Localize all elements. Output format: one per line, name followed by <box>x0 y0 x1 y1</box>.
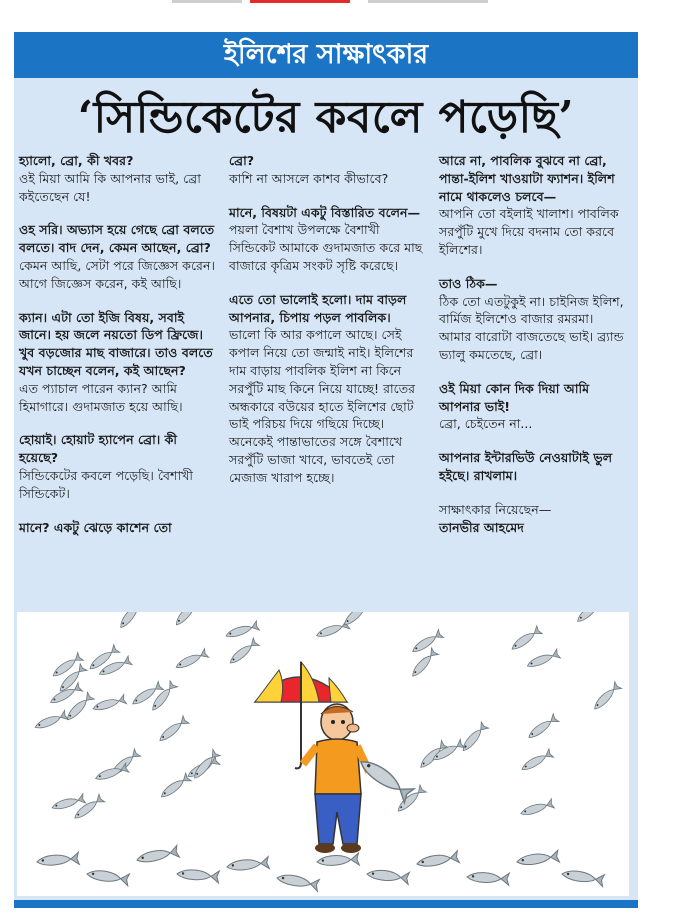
answer-text: সিন্ডিকেটের কবলে পড়েছি। বৈশাখী সিন্ডিকেট। <box>19 467 193 501</box>
falling-fish <box>149 681 177 713</box>
falling-fish <box>227 638 259 667</box>
byline-author: তানভীর আহমেদ <box>439 519 524 535</box>
qa-block <box>439 380 629 433</box>
falling-fish <box>191 749 220 781</box>
top-divider-accent <box>250 0 350 3</box>
falling-fish <box>225 621 260 641</box>
qa-block <box>439 275 629 364</box>
article-headline: ‘সিন্ডিকেটের কবলে পড়েছি’ <box>77 92 575 143</box>
falling-fish <box>575 612 607 625</box>
question-text: মানে, বিষয়টা একটু বিস্তারিত বলেন— <box>229 204 421 220</box>
falling-fish <box>520 749 554 774</box>
qa-block <box>19 221 219 292</box>
qa-block <box>439 449 629 485</box>
falling-fish <box>519 799 554 818</box>
answer-text: কেমন আছি, সেটা পরে জিজ্ঞেস করেন। আগে জিজ্ঞেস করেন, কই আছি। <box>19 257 215 291</box>
qa-block <box>19 152 219 205</box>
cartoon-man <box>303 704 414 853</box>
falling-fish <box>173 612 202 628</box>
answer-text: কাশি না আসলে কাশব কীভাবে? <box>229 170 389 186</box>
falling-fish <box>526 649 561 670</box>
falling-fish <box>526 714 559 742</box>
qa-block <box>19 431 219 502</box>
cartoon-illustration <box>17 612 629 896</box>
falling-fish <box>460 722 489 754</box>
question-text: এতে তো ভালোই হলো। দাম বাড়ল আপনার, চিপায় পড়ল পাবলিক। <box>229 291 407 325</box>
section-banner <box>14 32 638 78</box>
falling-fish <box>410 629 443 655</box>
answer-text: ঠিক তো এতটুকুই না। চাইনিজ ইলিশ, বার্মিজ ইলিশেও বাজার রমরমা। আমার বারোটা বাজতেছে ভাই। ব্র্যান্ড ভ্যালু কমতেছে, ব্রো। <box>439 293 624 362</box>
falling-fish <box>174 649 208 672</box>
falling-fish <box>94 763 129 783</box>
byline-label: সাক্ষাৎকার নিয়েছেন— <box>439 501 552 517</box>
byline-block <box>439 501 629 537</box>
column-2 <box>229 152 429 503</box>
falling-fish <box>159 773 192 801</box>
question-text: আরে না, পাবলিক বুঝবে না ব্রো, পান্তা-ইলিশ খাওয়াটা ফ্যাশন। ইলিশ নামে থাকলেও চলবে— <box>439 153 615 204</box>
umbrella-man-with-fish-rain-icon <box>17 612 629 896</box>
answer-text: ব্রো, চেইতেন না... <box>439 416 533 432</box>
question-text: হোয়াই। হোয়াট হ্যাপেন ব্রো। কী হয়েছে? <box>19 432 178 466</box>
answer-text: ওই মিয়া আমি কি আপনার ভাই, ব্রো কইতেছেন যে! <box>19 170 201 204</box>
question-text: ব্রো? <box>229 153 255 168</box>
falling-fish <box>33 710 68 731</box>
bottom-bar <box>14 900 638 908</box>
falling-fish <box>157 716 189 745</box>
falling-fish <box>92 694 127 713</box>
question-text: মানে? একটু ঝেড়ে কাশেন তো <box>19 519 172 535</box>
question-text: ওই মিয়া কোন দিক দিয়া আমি আপনার ভাই! <box>439 380 590 414</box>
question-text: হ্যালো, ব্রো, কী খবর? <box>19 153 134 168</box>
qa-block <box>229 204 429 275</box>
answer-text: ভালো কি আর কপালে আছে। সেই কপাল নিয়ে তো জন্মাই নাই। ইলিশের দাম বাড়ায় পাবলিক ইলিশ না কিনে সরপুঁটি মাছ কিনে নিয়ে যাচ্ছে! রাতের অন্ধকারে বউয়ের হাতে ইলিশের ছোট ভাই পরিচয় দিয়ে গছিয়ে দিচ্ছে। অনেকেই পান্তাভাতের সঙ্গে বৈশাখে সরপুঁটি ভাজা খাবে, ভাবতেই তো মেজাজ খারাপ হচ্ছে। <box>229 327 416 485</box>
top-divider-right <box>368 0 488 3</box>
qa-block <box>229 291 429 487</box>
qa-block <box>19 309 219 416</box>
column-1 <box>19 152 219 552</box>
falling-fish <box>117 612 145 630</box>
qa-block <box>439 152 629 259</box>
top-divider-left <box>172 0 242 3</box>
question-text: তাও ঠিক— <box>439 275 498 291</box>
falling-fish <box>409 648 439 679</box>
falling-fish <box>509 626 542 653</box>
qa-block <box>19 519 219 537</box>
question-text: আপনার ইন্টারভিউ নেওয়াটাই ভুল হইছে। রাখলাম। <box>439 450 613 483</box>
qa-block <box>229 152 429 188</box>
column-3 <box>439 152 629 536</box>
falling-fish <box>591 682 621 713</box>
answer-text: এত প্যাচাল পারেন ক্যান? আমি হিমাগারে। গুদামজাত হয়ে আছি। <box>19 380 183 414</box>
falling-fish <box>72 794 105 822</box>
question-text: ক্যান। এটা তো ইজি বিষয়, সবাই জানে। হয় জলে নয়তো ডিপ ফ্রিজে। খুব বড়জোর মাছ বাজারে। তাও বলতে যখন চাচ্ছেন বলেন, কই আছেন? <box>19 309 213 378</box>
answer-text: আপনি তো বইলাই খালাশ। পাবলিক সরপুঁটি মুখে দিয়ে বদনাম তো করবে ইলিশের। <box>439 206 619 257</box>
question-text: ওহ সরি। অভ্যাস হয়ে গেছে ব্রো বলতে বলতে। বাদ দেন, কেমন আছেন, ব্রো? <box>19 222 215 256</box>
top-strip <box>0 0 678 6</box>
answer-text: পয়লা বৈশাখ উপলক্ষে বৈশাখী সিন্ডিকেট আমাকে গুদামজাত করে মাছ বাজারে কৃত্রিম সংকট সৃষ্টি করেছে। <box>229 222 423 273</box>
section-title: ইলিশের সাক্ষাৎকার <box>223 39 429 70</box>
